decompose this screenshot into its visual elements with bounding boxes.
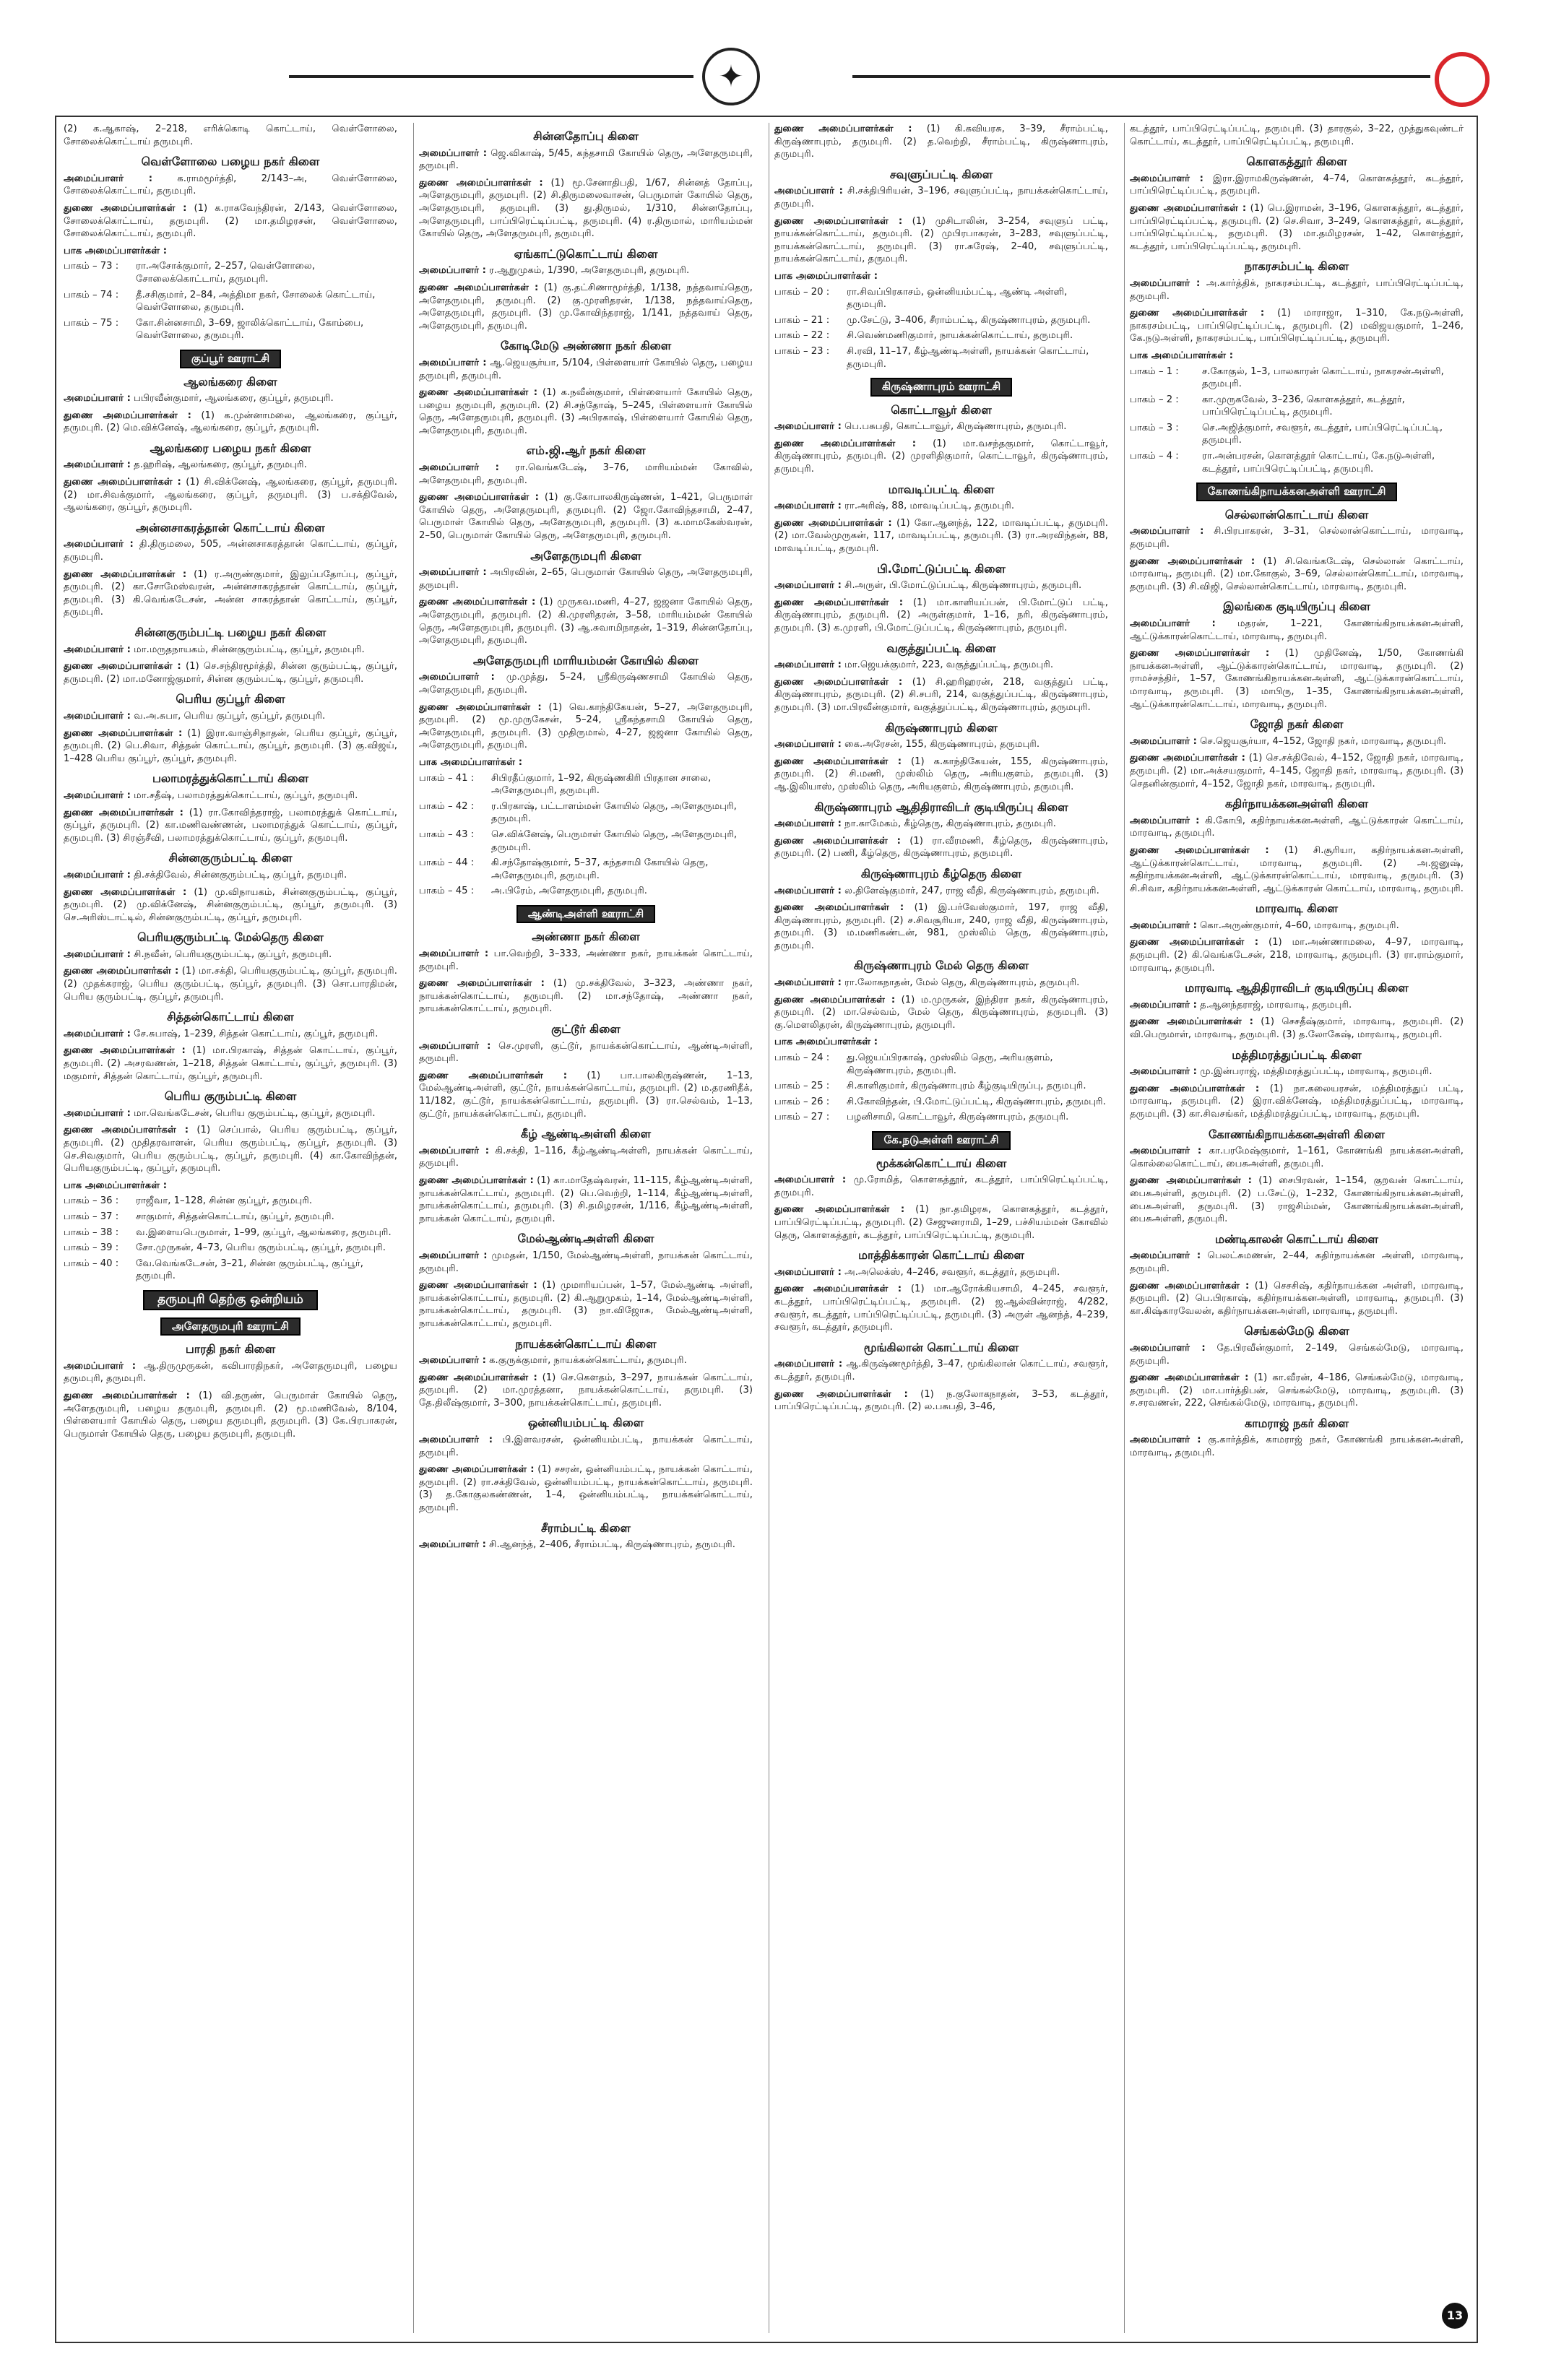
panchayat-band: ஆண்டிஅள்ளி ஊராட்சி [419,905,753,924]
organizer-entry: அமைப்பாளர் : அ.கார்த்திக், நாகரசம்பட்டி, கடத்தூர், பாப்பிரெட்டிப்பட்டி, தருமபுரி. [1130,277,1464,302]
panchayat-band: கிருஷ்ணாபுரம் ஊராட்சி [774,378,1108,397]
continued-text: (2) க.ஆகாஷ், 2–218, எரிக்கொடி கொட்டாய், வெள்ளோலை, சோலைக்கொட்டாய் தருமபுரி. [64,124,397,147]
organizer-entry: அமைப்பாளர் : செ.ஜெயசூர்யா, 4–152, ஜோதி நகர், மாரவாடி, தருமபுரி. [1130,735,1447,747]
deputy-organizers-entry: துணை அமைப்பாளர்கள் : (1) சி.சூரியா, கதிர்நாயக்கனஅள்ளி, ஆட்டுக்காரன்கொட்டாய், மாரவாடி, தருமபுரி. (2) அ.ஜனுஷ், கதிர்நாயக்கனஅள்ளி, ஆட்டுக்காரன்கொட்டாய், மாரவாடி, தருமபுரி. (3) சி.சிவா, கதிர்நாயக்கனஅள்ளி, ஆட்டுக்காரன் கொட்டாய், மாரவாடி, தருமபுரி. [1130,844,1464,894]
branch-title: கிருஷ்ணாபுரம் மேல் தெரு கிளை [853,959,1029,973]
deputy-organizers-entry: துணை அமைப்பாளர்கள் : (1) ரா.வீரமணி, கீழ்தெரு, கிருஷ்ணாபுரம், தருமபுரி. (2) பணி, கீழ்தெரு, கிருஷ்ணாபுரம், தருமபுரி. [774,835,1108,860]
deputy-organizers-entry: துணை அமைப்பாளர்கள் : (1) சி.ஹரிஹரன், 218, வகுத்துப் பட்டி, கிருஷ்ணாபுரம், தருமபுரி. (2) சி.சபரி, 214, வகுத்துப்பட்டி, கிருஷ்ணாபுரம், தருமபுரி. (3) மா.பிரவீன்குமார், வகுத்துப்பட்டி, கிருஷ்ணாபுரம், தருமபுரி. [774,676,1108,713]
deputy-organizers-entry: துணை அமைப்பாளர்கள் : (1) ரா.கோவிந்தராஜ், பலாமரத்துக் கொட்டாய், குப்பூர், தருமபுரி. (2) கா.மணிவண்ணன், பலாமரத்துக் கொட்டாய், குப்பூர், தருமபுரி. (3) சிரஞ்சீவி, பலாமரத்துக்கொட்டாய், குப்பூர், தருமபுரி. [64,807,397,844]
organizer-entry: அமைப்பாளர் : கு.கார்த்திக், காமராஜ் நகர், கோணங்கி நாயக்கனஅள்ளி, மாரவாடி, தருமபுரி. [1130,1435,1464,1459]
deputy-organizers-entry: துணை அமைப்பாளர்கள் : (1) கா.வீரன், 4–186, செங்கல்மேடு, மாரவாடி, தருமபுரி. (2) மா.பார்த்திபன், செங்கல்மேடு, மாரவாடி, தருமபுரி. (3) ச.சரவணன், 222, செங்கல்மேடு, மாரவாடி, தருமபுரி. [1130,1372,1464,1409]
organizer-entry: அமைப்பாளர் : பெ.பசுபதி, கொட்டாவூர், கிருஷ்ணாபுரம், தருமபுரி. [774,421,1067,433]
booth-organizers-heading: பாக அமைப்பாளர்கள் : [1130,350,1233,361]
deputy-organizers-entry: துணை அமைப்பாளர்கள் : (1) ர.அருண்குமார், இலுப்பதோப்பு, குப்பூர், தருமபுரி. (2) கா.சோமேஸ்வரன், அன்னசாகரத்தான் கொட்டாய், குப்பூர், தருமபுரி. (3) கி.வெங்கடேசன், அன்ன சாகரத்தான் கொட்டாய், குப்பூர், தருமபுரி. [64,568,397,618]
organizer-entry: அமைப்பாளர் : சி.ஆனந்த், 2–406, சீராம்பட்டி, கிருஷ்ணாபுரம், தருமபுரி. [419,1539,735,1551]
header-rule-left [289,75,693,78]
organizer-entry: அமைப்பாளர் : ஆ.திருமுருகன், கவிபாரதிநகர், அளேதருமபுரி, பழைய தருமபுரி, தருமபுரி. [64,1360,397,1385]
deputy-organizers-entry: துணை அமைப்பாளர்கள் : (1) முசிடாலின், 3–254, சவுளுப் பட்டி, நாயக்கன்கொட்டாய், தருமபுரி. (2) முபிரபாகரன், 3–283, சவுளுப்பட்டி, நாயக்கன்கொட்டாய், தருமபுரி. (3) ரா.சுரேஷ், 2–40, சவுளுப்பட்டி, நாயக்கன்கொட்டாய், தருமபுரி. [774,215,1108,265]
deputy-organizers-entry: துணை அமைப்பாளர்கள் : (1) ந.குலோகநாதன், 3–53, கடத்தூர், பாப்பிரெட்டிப்பட்டி, தருமபுரி. (2) ல.பசுபதி, 3–46, [774,1388,1108,1413]
panchayat-band: அளேதருமபுரி ஊராட்சி [64,1317,397,1336]
organizer-entry: அமைப்பாளர் : ஆ.கிருஷ்ணமூர்த்தி, 3–47, மூங்கிலான் கொட்டாய், சவளூர், கடத்தூர், தருமபுரி. [774,1359,1108,1382]
branch-title: பெரிய குரும்பட்டி கிளை [164,1089,297,1104]
deputy-organizers-entry: துணை அமைப்பாளர்கள் : (1) மாராஜா, 1–310, கே.நடுஅள்ளி, நாகரசம்பட்டி, பாப்பிரெட்டிப்பட்டி, தருமபுரி. (2) மவிஜயகுமார், 1–246, கே.நடுஅள்ளி, நாகரசம்பட்டி, பாப்பிரெட்டிப்பட்டி, தருமபுரி. [1130,308,1464,345]
deputy-organizers-entry: துணை அமைப்பாளர்கள் : (1) மு.சக்திவேல், 3–323, அண்ணா நகர், நாயக்கன்கொட்டாய், தருமபுரி. (2) மா.சந்தோஷ், அண்ணா நகர், நாயக்கன்கொட்டாய், தருமபுரி. [419,978,753,1015]
deputy-organizers-entry: துணை அமைப்பாளர்கள் : (1) நா.கலையரசன், மத்திமரத்துப் பட்டி, மாரவாடி, தருமபுரி. (2) இரா.விக்னேஷ், மத்திமரத்துப்பட்டி, மாரவாடி, தருமபுரி. (3) கா.சிவசங்கர், மத்திமரத்துப்பட்டி, மாரவாடி, தருமபுரி. [1130,1083,1464,1120]
column-4 [1130,123,1464,2333]
deputy-organizers-entry: துணை அமைப்பாளர்கள் : (1) க.நவீன்குமார், பிள்ளையார் கோயில் தெரு, பழைய தருமபுரி, தருமபுரி. (2) சி.சந்தோஷ், 5–245, பிள்ளையார் கோயில் தெரு, அளேதருமபுரி, தருமபுரி. (3) அபிரகாஷ், பிள்ளையார் கோயில் தெரு, அளேதருமபுரி, தருமபுரி. [419,387,753,436]
branch-title: காமராஜ் நகர் கிளை [1244,1416,1349,1430]
organizer-entry: அமைப்பாளர் : கை.அரேசன், 155, கிருஷ்ணாபுரம், தருமபுரி. [774,739,1040,750]
organizer-entry: அமைப்பாளர் : சி.சக்திபிரியன், 3–196, சவுளுப்பட்டி, நாயக்கன்கொட்டாய், தருமபுரி. [774,186,1108,209]
deputy-organizers-entry: துணை அமைப்பாளர்கள் : (1) க.முன்னாமலை, ஆலங்கரை, குப்பூர், தருமபுரி. (2) மெ.விக்னேஷ், ஆலங்கரை, குப்பூர், தருமபுரி. [64,410,397,434]
organizer-entry: அமைப்பாளர் : முமதன், 1/150, மேல்ஆண்டிஅள்ளி, நாயக்கன் கொட்டாய், தருமபுரி. [419,1250,753,1274]
deputy-organizers-entry: துணை அமைப்பாளர்கள் : (1) கு.தட்சிணாமூர்த்தி, 1/138, நத்தவாய்தெரு, அளேதருமபுரி, தருமபுரி. (2) கு.முரளிதரன், 1/138, நத்தவாய்தெரு, அளேதருமபுரி, தருமபுரி. (3) மு.கோவிந்தராஜ், 1/141, நத்தவாய் தெரு, அளேதருமபுரி, தருமபுரி. [419,282,753,332]
branch-title: மண்டிகாலன் கொட்டாய் கிளை [1215,1232,1378,1246]
branch-title: எம்.ஜி.ஆர் நகர் கிளை [526,443,646,458]
column-divider [413,123,414,2333]
branch-title: ஒன்னியம்பட்டி கிளை [527,1416,644,1430]
deputy-organizers-entry: துணை அமைப்பாளர்கள் : (1) க.ராகவேந்திரன், 2/143, வெள்ளோலை, சோலைக்கொட்டாய், தருமபுரி. (2) மா.தமிழரசன், வெள்ளோலை, சோலைக்கொட்டாய், தருமபுரி. [64,202,397,240]
branch-title: கோணங்கிநாயக்கனஅள்ளி கிளை [1209,1127,1385,1141]
deputy-organizers-entry: துணை அமைப்பாளர்கள் : (1) மு.விநாயகம், சின்னகுரும்பட்டி, குப்பூர், தருமபுரி. (2) மு.விக்னேஷ், சின்னகுரும்பட்டி, குப்பூர், தருமபுரி. (3) செ.அரிஸ்டாட்டில், சின்னகுரும்பட்டி, குப்பூர், தருமபுரி. [64,886,397,923]
branch-title: செங்கல்மேடு கிளை [1244,1324,1349,1338]
organizer-entry: அமைப்பாளர் : பபிரவீன்குமார், ஆலங்கரை, குப்பூர், தருமபுரி. [64,393,334,404]
organizer-entry: அமைப்பாளர் : மதரன், 1–221, கோணங்கிநாயக்கனஅள்ளி, ஆட்டுக்காரன்கொட்டாய், மாரவாடி, தருமபுரி. [1130,618,1464,642]
booth-row: பாகம் – 24 : து.ஜெயப்பிரகாஷ், முஸ்லிம் தெரு, அரியகுளம், கிருஷ்ணாபுரம், தருமபுரி. [774,1052,1053,1076]
booth-row: பாகம் – 43 : செ.விக்னேஷ், பெருமாள் கோயில் தெரு, அளேதருமபுரி, தருமபுரி. [419,828,738,853]
booth-row: பாகம் – 20 : ரா.சிவப்பிரகாசம், ஒன்னியம்பட்டி, ஆண்டி அள்ளி, தருமபுரி. [774,286,1068,311]
organizer-entry: அமைப்பாளர் : ஆ.ஜெயசூர்யா, 5/104, பிள்ளையார் கோயில் தெரு, பழைய தருமபுரி, தருமபுரி. [419,357,753,381]
booth-row: பாகம் – 74 : தீ.சசிகுமார், 2–84, அத்திமா நகர், சோலைக் கொட்டாய், வெள்ளோலை, தருமபுரி. [64,289,376,313]
organizer-entry: அமைப்பாளர் : பா.வெற்றி, 3–333, அண்ணா நகர், நாயக்கன் கொட்டாய், தருமபுரி. [419,948,753,972]
branch-title: செல்லான்கொட்டாய் கிளை [1224,507,1369,522]
branch-title: மூங்கிலான் கொட்டாய் கிளை [863,1340,1019,1354]
booth-row: பாகம் – 26 : சி.கோவிந்தன், பி.மோட்டுப்பட்டி, கிருஷ்ணாபுரம், தருமபுரி. [774,1096,1106,1107]
deputy-organizers-entry: துணை அமைப்பாளர்கள் : (1) செசசிஷ், கதிர்நாயக்கன அள்ளி, மாரவாடி, தருமபுரி. (2) பெ.பிரகாஷ், கதிர்நாயக்கனஅள்ளி, மாரவாடி, தருமபுரி. (3) கா.கிஷ்காரவேலன், கதிர்நாயக்கனஅள்ளி, மாரவாடி, தருமபுரி. [1130,1280,1464,1317]
branch-title: மூக்கன்கொட்டாய் கிளை [876,1156,1007,1170]
party-emblem-icon: ✦ [702,48,760,105]
deputy-organizers-entry: துணை அமைப்பாளர்கள் : (1) முமாரியப்பன், 1–57, மேல்ஆண்டி அள்ளி, நாயக்கன்கொட்டாய், தருமபுரி. (2) கி.ஆறுமுகம், 1–14, மேல்ஆண்டிஅள்ளி, நாயக்கன்கொட்டாய், தருமபுரி. (3) நா.விஜோசு, மேல்ஆண்டிஅள்ளி, நாயக்கன்கொட்டாய், தருமபுரி. [419,1280,753,1329]
organizer-entry: அமைப்பாளர் : தே.பிரவீன்குமார், 2–149, செங்கல்மேடு, மாரவாடி, தருமபுரி. [1130,1342,1464,1367]
branch-title: இலங்கை குடியிருப்பு கிளை [1223,600,1370,614]
panchayat-band: குப்பூர் ஊராட்சி [64,350,397,368]
organizer-entry: அமைப்பாளர் : க.ராமமூர்த்தி, 2/143–அ, வெள்ளோலை, சோலைக்கொட்டாய், தருமபுரி. [64,173,397,197]
organizer-entry: அமைப்பாளர் : கி.கோபி, கதிர்நாயக்கனஅள்ளி, ஆட்டுக்காரன் கொட்டாய், மாரவாடி, தருமபுரி. [1130,815,1464,839]
continued-text: கடத்தூர், பாப்பிரெட்டிப்பட்டி, தருமபுரி. (3) தாரகுல், 3–22, முத்துகவுண்டர் கொட்டாய், கடத்தூர், பாப்பிரெட்டிப்பட்டி, தருமபுரி. [1130,124,1464,147]
organizer-entry: அமைப்பாளர் : த.ஆனந்தராஜ், மாரவாடி, தருமபுரி. [1130,999,1352,1011]
branch-title: பெரியகுரும்பட்டி மேல்தெரு கிளை [137,930,324,945]
booth-row: பாகம் – 40 : வே.வெங்கடேசன், 3–21, சின்ன குரும்பட்டி, குப்பூர், தருமபுரி. [64,1258,363,1282]
deputy-organizers-entry: துணை அமைப்பாளர்கள் : (1) மா.பிரகாஷ், சித்தன் கொட்டாய், குப்பூர், தருமபுரி. (2) அசரவணன், 1–218, சித்தன் கொட்டாய், குப்பூர், தருமபுரி. (3) மகுமார், சித்தன் கொட்டாய், குப்பூர், தருமபுரி. [64,1045,397,1082]
deputy-organizers-entry: துணை அமைப்பாளர்கள் : (1) செ.சக்திவேல், 4–152, ஜோதி நகர், மாரவாடி, தருமபுரி. (2) மா.அக்சயகுமார், 4–145, ஜோதி நகர், மாரவாடி, தருமபுரி. (3) செதனின்குமார், 4–152, ஜோதி நகர், மாரவாடி, தருமபுரி. [1130,753,1464,789]
organizer-entry: அமைப்பாளர் : சி.அருள், பி.மோட்டுப்பட்டி, கிருஷ்ணாபுரம், தருமபுரி. [774,580,1082,592]
deputy-organizers-entry: துணை அமைப்பாளர்கள் : (1) வெ.காந்திகேயன், 5–27, அளேதருமபுரி, தருமபுரி. (2) மூ.முருகேசன், 5–24, ஸ்ரீகந்தசாமி கோயில் தெரு, அளேதருமபுரி, தருமபுரி. (3) முதிருமால், 4–27, ஜஜனா கோயில் தெரு, அளேதருமபுரி, தருமபுரி. [419,701,753,751]
branch-title: வகுத்துப்பட்டி கிளை [886,641,996,655]
booth-row: பாகம் – 42 : ர.பிரகாஷ், பட்டாளம்மன் கோயில் தெரு, அளேதருமபுரி, தருமபுரி. [419,800,737,825]
deputy-organizers-entry: துணை அமைப்பாளர்கள் : (1) நா.தமிழரசு, கொளகத்தூர், கடத்தூர், பாப்பிரெட்டிப்பட்டி, தருமபுரி. (2) சேஜுனராமி, 1–29, பச்சியம்மன் கோவில் தெரு, கொளகத்தூர், கடத்தூர், பாப்பிரெட்டிப்பட்டி, தருமபுரி. [774,1204,1108,1241]
branch-title: மத்திமரத்துப்பட்டி கிளை [1232,1047,1362,1062]
branch-title: கிருஷ்ணாபுரம் ஆதிதிராவிடர் குடியிருப்பு கிளை [814,800,1068,814]
branch-title: அன்னசாகரத்தான் கொட்டாய் கிளை [136,520,325,535]
booth-row: பாகம் – 36 : ராஜீவா, 1–128, சின்ன குப்பூர், தருமபுரி. [64,1195,313,1207]
branch-title: அளேதருமபுரி கிளை [530,548,641,563]
organizer-entry: அமைப்பாளர் : பி.இளவரசன், ஒன்னியம்பட்டி, நாயக்கன் கொட்டாய், தருமபுரி. [419,1435,753,1458]
organizer-entry: அமைப்பாளர் : வ.அ.சுபா, பெரிய குப்பூர், குப்பூர், தருமபுரி. [64,710,326,722]
booth-row: பாகம் – 3 : செ.அஜித்குமார், சவளூர், கடத்தூர், பாப்பிரெட்டிப்பட்டி, தருமபுரி. [1130,422,1443,446]
deputy-organizers-entry: துணை அமைப்பாளர்கள் : (1) சி.வெங்கடேஷ், செல்லான் கொட்டாய், மாரவாடி, தருமபுரி. (2) மா.கோகுல், 3–69, செல்லான்கொட்டாய், மாரவாடி, தருமபுரி. (3) சி.விஜி, செல்லான்கொட்டாய், மாரவாடி, தருமபுரி. [1130,555,1464,592]
organizer-entry: அமைப்பாளர் : தி.திருமலை, 505, அன்னசாகரத்தான் கொட்டாய், குப்பூர், தருமபுரி. [64,539,397,563]
branch-title: கோடிமேடு அண்ணா நகர் கிளை [500,339,672,353]
deputy-organizers-entry: துணை அமைப்பாளர்கள் : (1) கோ.ஆனந்த், 122, மாவடிப்பட்டி, தருமபுரி. (2) மா.வேல்முருகன், 117, மாவடிப்பட்டி, தருமபுரி. (3) ரா.அரவிந்தன், 88, மாவடிப்பட்டி, தருமபுரி. [774,517,1108,555]
deputy-organizers-entry: துணை அமைப்பாளர்கள் : (1) வி.தருண், பெருமாள் கோயில் தெரு, அளேதருமபுரி, பழைய தருமபுரி, தருமபுரி. (2) மூ.மணிவேல், 8/104, பிள்ளையார் கோயில் தெரு, பழைய தருமபுரி, தருமபுரி. (3) கே.பிரபாகரன், பெருமாள் கோயில் தெரு, பழைய தருமபுரி, தருமபுரி. [64,1390,397,1440]
deputy-organizers-entry: துணை அமைப்பாளர்கள் : (1) கு.கோபாலகிருஷ்ணன், 1–421, பெருமாள் கோயில் தெரு, அளேதருமபுரி, தருமபுரி. (2) ஜோ.கோவிந்தசாமி, 2–47, பெருமாள் கோயில் தெரு, அளேதருமபுரி, தருமபுரி. (3) க.மாமகேஸ்வரன், 2–50, பெருமாள் கோயில் தெரு, அளேதருமபுரி, தருமபுரி. [419,492,753,542]
booth-row: பாகம் – 41 : சிபிரதீப்குமார், 1–92, கிருஷ்ணகிரி பிரதான சாலை, அளேதருமபுரி, தருமபுரி. [419,772,712,797]
deputy-organizers-entry: துணை அமைப்பாளர்கள் : (1) மா.அண்ணாமலை, 4–97, மாரவாடி, தருமபுரி. (2) கி.வெங்கடேசன், 218, மாரவாடி, தருமபுரி. (3) ரா.ராம்குமார், மாரவாடி, தருமபுரி. [1130,937,1464,974]
booth-organizers-heading: பாக அமைப்பாளர்கள் : [419,756,522,768]
organizer-entry: அமைப்பாளர் : தி.சக்திவேல், சின்னகுரும்பட்டி, குப்பூர், தருமபுரி. [64,869,347,880]
booth-row: பாகம் – 37 : சாகுமார், சித்தன்கொட்டாய், குப்பூர், தருமபுரி. [64,1211,334,1222]
organizer-entry: அமைப்பாளர் : மா.சதீஷ், பலாமரத்துக்கொட்டாய், குப்பூர், தருமபுரி. [64,789,358,801]
deputy-organizers-entry: துணை அமைப்பாளர்கள் : (1) கா.மாதேஷ்வரன், 11–115, கீழ்ஆண்டிஅள்ளி, நாயக்கன்கொட்டாய், தருமபுரி. (2) பெ.வெற்றி, 1–114, கீழ்ஆண்டிஅள்ளி, நாயக்கன்கொட்டாய், தருமபுரி. (3) சி.தமிழரசன், 1/116, கீழ்ஆண்டிஅள்ளி, நாயக்கன் கொட்டாய், தருமபுரி. [419,1174,753,1224]
deputy-organizers-entry: துணை அமைப்பாளர்கள் : (1) செ.சந்திரமூர்த்தி, சின்ன குரும்பட்டி, குப்பூர், தருமபுரி. (2) மா.மனோஜ்குமார், சின்ன குரும்பட்டி, குப்பூர், தருமபுரி. [64,661,397,685]
deputy-organizers-entry: துணை அமைப்பாளர்கள் : (1) மா.சக்தி, பெரியகுரும்பட்டி, குப்பூர், தருமபுரி. (2) முதக்கராஜ், பெரிய குரும்பட்டி, குப்பூர், தருமபுரி. (3) சொ.பாரதிமன், பெரிய குரும்பட்டி, குப்பூர், தருமபுரி. [64,966,397,1003]
organizer-entry: அமைப்பாளர் : கொ.அருண்குமார், 4–60, மாரவாடி, தருமபுரி. [1130,919,1399,931]
deputy-organizers-entry: துணை அமைப்பாளர்கள் : (1) மூ.சேனாதிபதி, 1/67, சின்னத் தோப்பு, அளேதருமபுரி, தருமபுரி. (2) சி.திருமலைவாசன், பெருமாள் கோயில் தெரு, அளேதருமபுரி, தருமபுரி. (3) து.திருமல், 1/310, சின்னதோப்பு, அளேதருமபுரி, பாப்பிரெட்டிப்பட்டி, தருமபுரி. (4) ர.திருமால், மாரியம்மன் கோயில் தெரு, அளேதருமபுரி, தருமபுரி. [419,177,753,240]
organizer-entry: அமைப்பாளர் : நா.காமேகம், கீழ்தெரு, கிருஷ்ணாபுரம், தருமபுரி. [774,818,1056,830]
booth-row: பாகம் – 4 : ரா.அன்பரசன், கொளத்தூர் கொட்டாய், கே.நடுஅள்ளி, கடத்தூர், பாப்பிரெட்டிப்பட்டி, தருமபுரி. [1130,451,1435,475]
organizer-entry: அமைப்பாளர் : இரா.இராமகிருஷ்ணன், 4–74, கொளகத்தூர், கடத்தூர், பாப்பிரெட்டிப்பட்டி, தருமபுரி. [1130,173,1464,197]
branch-title: சித்தன்கொட்டாய் கிளை [167,1010,294,1024]
organizer-entry: அமைப்பாளர் : ரா.லோகநாதன், மேல் தெரு, கிருஷ்ணாபுரம், தருமபுரி. [774,977,1080,989]
booth-row: பாகம் – 75 : கோ.சின்னசாமி, 3–69, ஜாலிக்கொட்டாய், கோம்பை, வெள்ளோலை, தருமபுரி. [64,317,364,342]
booth-row: பாகம் – 2 : கா.முருகவேல், 3–236, கொளகத்தூர், கடத்தூர், பாப்பிரெட்டிப்பட்டி, தருமபுரி. [1130,394,1405,418]
red-ring-icon [1435,52,1490,107]
branch-title: பலாமரத்துக்கொட்டாய் கிளை [152,771,309,786]
organizer-entry: அமைப்பாளர் : அ.அலெக்ஸ், 4–246, சவளூர், கடத்தூர், தருமபுரி. [774,1266,1060,1278]
branch-title: மாரவாடி கிளை [1255,901,1339,916]
branch-title: சின்னகுரும்பட்டி கிளை [168,851,293,865]
booth-row: பாகம் – 21 : மு.சேட்டு, 3–406, சீராம்பட்டி, கிருஷ்ணாபுரம், தருமபுரி. [774,314,1091,326]
booth-row: பாகம் – 44 : கி.சந்தோஷ்குமார், 5–37, கந்தசாமி கோயில் தெரு, அளேதருமபுரி, தருமபுரி. [419,857,709,881]
deputy-organizers-entry: துணை அமைப்பாளர்கள் : (1) சைபிரவன், 1–154, குறவன் கொட்டாய், பைசுஅள்ளி, தருமபுரி. (2) ப.சேட்டு, 1–232, கோணங்கிநாயக்கனஅள்ளி, பைசுஅள்ளி, தருமபுரி. (3) ராஜசிம்மன், கோணங்கிநாயக்கனஅள்ளி, பைசுஅள்ளி, தருமபுரி. [1130,1175,1464,1225]
organizer-entry: அமைப்பாளர் : மா.ஜெயக்குமார், 223, வகுத்துப்பட்டி, தருமபுரி. [774,659,1054,671]
deputy-organizers-entry: துணை அமைப்பாளர்கள் : (1) க.காந்திகேயன், 155, கிருஷ்ணாபுரம், தருமபுரி. (2) சி.மணி, முஸ்லிம் தெரு, அரியகுளம், தருமபுரி. (3) ஆ.இலியாஸ், முஸ்லிம் தெரு, அரியகுளம், கிருஷ்ணாபுரம், தருமபுரி. [774,756,1108,792]
column-2 [419,123,753,2333]
branch-title: ஏங்காட்டுகொட்டாய் கிளை [514,246,658,261]
branch-title: மாரவாடி ஆதிதிராவிடர் குடியிருப்பு கிளை [1185,981,1409,995]
organizer-entry: அமைப்பாளர் : ஜெ.விகாஷ், 5/45, கந்தசாமி கோயில் தெரு, அளேதருமபுரி, தருமபுரி. [419,147,753,172]
organizer-entry: அமைப்பாளர் : ல.திளேஷ்குமார், 247, ராஜ வீதி, கிருஷ்ணாபுரம், தருமபுரி. [774,885,1099,896]
deputy-organizers-entry: துணை அமைப்பாளர்கள் : (1) பா.பாலகிருஷ்ணன், 1–13, மேல்ஆண்டிஅள்ளி, குட்டூர், நாயக்கன்கொட்டாய், தருமபுரி. (2) ம.தரணிதீக், 11/182, குட்டூர், நாயக்கன்கொட்டாய், தருமபுரி. (3) ரா.செல்வம், 1–13, குட்டூர், நாயக்கன்கொட்டாய், தருமபுரி. [419,1070,753,1120]
organizer-entry: அமைப்பாளர் : கி.சக்தி, 1–116, கீழ்ஆண்டிஅள்ளி, நாயக்கன் கொட்டாய், தருமபுரி. [419,1145,753,1169]
branch-title: சின்னகுரும்பட்டி பழைய நகர் கிளை [134,626,327,639]
branch-title: அளேதருமபுரி மாரியம்மன் கோயில் கிளை [473,653,699,667]
organizer-entry: அமைப்பாளர் : ரா.அரிஷ், 88, மாவடிப்பட்டி, தருமபுரி. [774,501,1015,512]
deputy-organizers-entry: துணை அமைப்பாளர்கள் : (1) சி.விக்னேஷ், ஆலங்கரை, குப்பூர், தருமபுரி. (2) மா.சிவக்குமார், ஆலங்கரை, குப்பூர், தருமபுரி. (3) ப.சக்திவேல், ஆலங்கரை, குப்பூர், தருமபுரி. [64,477,397,514]
branch-title: கிருஷ்ணாபுரம் கிளை [885,720,998,735]
deputy-organizers-entry: துணை அமைப்பாளர்கள் : (1) இ.பர்வேஸ்குமார், 197, ராஜ வீதி, கிருஷ்ணாபுரம், தருமபுரி. (2) ச.சிவசூரியா, 240, ராஜ வீதி, கிருஷ்ணாபுரம், தருமபுரி. (3) ம.மணிகண்டன், 981, முஸ்லிம் தெரு, கிருஷ்ணாபுரம், தருமபுரி. [774,902,1108,951]
booth-row: பாகம் – 73 : ரா.அசோக்குமார், 2–257, வெள்ளோலை, சோலைக்கொட்டாய், தருமபுரி. [64,261,316,285]
organizer-entry: அமைப்பாளர் : மா.வெங்கடேசன், பெரிய குரும்பட்டி, குப்பூர், தருமபுரி. [64,1107,376,1119]
branch-title: அண்ணா நகர் கிளை [532,930,640,944]
deputy-organizers-entry: துணை அமைப்பாளர்கள் : (1) முருகவ.மணி, 4–27, ஜஜனா கோயில் தெரு, அளேதருமபுரி, தருமபுரி. (2) கி.முரளிதரன், 3–58, மாரியம்மன் கோயில் தெரு, அளேதருமபுரி, தருமபுரி. (3) ஆ.சுவாமிநாதன், 1–319, சின்னதோப்பு, அளேதருமபுரி, தருமபுரி. [419,597,753,646]
column-3 [774,123,1108,2333]
branch-title: மாத்திக்காரன் கொட்டாய் கிளை [858,1248,1024,1263]
branch-title: வெள்ளோலை பழைய நகர் கிளை [141,155,320,169]
page-number: 13 [1442,2303,1468,2329]
booth-row: பாகம் – 22 : சி.வெண்மணிகுமார், நாயக்கன்கொட்டாய், தருமபுரி. [774,330,1073,342]
deputy-organizers-entry: துணை அமைப்பாளர்கள் : (1) பெ.இராமன், 3–196, கொளகத்தூர், கடத்தூர், பாப்பிரெட்டிப்பட்டி, தருமபுரி. (2) செ.சிவா, 3–249, கொளகத்தூர், கடத்தூர், பாப்பிரெட்டிப்பட்டி, தருமபுரி. (3) மா.தமிழரசன், 1–42, கொளத்தூர், கடத்தூர், பாப்பிரெட்டிப்பட்டி, தருமபுரி. [1130,202,1464,252]
branch-title: குட்டூர் கிளை [551,1022,621,1037]
branch-title: சின்னதோப்பு கிளை [533,129,639,143]
header-rule-right [852,75,1430,78]
branch-title: நாகரசம்பட்டி கிளை [1244,259,1349,274]
deputy-organizers-entry: துணை அமைப்பாளர்கள் : (1) மா.ஆரோக்கியசாமி, 4–245, சவளூர், கடத்தூர், பாப்பிரெட்டிப்பட்டி, தருமபுரி. (2) ஜ.ஆல்வின்ராஜ், 4/282, சவளூர், கடத்தூர், பாப்பிரெட்டிப்பட்டி, தருமபுரி. (3) அருள் ஆனந்த், 4–239, சவளூர், கடத்தூர், தருமபுரி. [774,1284,1108,1333]
booth-organizers-heading: பாக அமைப்பாளர்கள் : [774,270,878,282]
organizer-entry: அமைப்பாளர் : த.ஹரிஷ், ஆலங்கரை, குப்பூர், தருமபுரி. [64,459,307,471]
booth-organizers-heading: பாக அமைப்பாளர்கள் : [64,245,167,256]
branch-title: கதிர்நாயக்கனஅள்ளி கிளை [1224,797,1369,811]
organizer-entry: அமைப்பாளர் : சி.பிரபாகரன், 3–31, செல்லான்கொட்டாய், மாரவாடி, தருமபுரி. [1130,526,1464,550]
branch-title: சவுளுப்பட்டி கிளை [889,167,993,181]
organizer-entry: அமைப்பாளர் : சி.நவீன், பெரியகுரும்பட்டி, குப்பூர், தருமபுரி. [64,948,332,960]
organizer-entry: அமைப்பாளர் : செ.முரளி, குட்டூர், நாயக்கன்கொட்டாய், ஆண்டிஅள்ளி, தருமபுரி. [419,1040,753,1065]
booth-row: பாகம் – 27 : பழனிசாமி, கொட்டாவூர், கிருஷ்ணாபுரம், தருமபுரி. [774,1112,1069,1123]
deputy-organizers-entry: துணை அமைப்பாளர்கள் : (1) சசரன், ஒன்னியம்பட்டி, நாயக்கன் கொட்டாய், தருமபுரி. (2) ரா.சக்திவேல், ஒன்னியம்பட்டி, நாயக்கன்கொட்டாய், தருமபுரி. (3) த.கோகுலகண்ணன், 1–4, ஒன்னியம்பட்டி, நாயக்கன்கொட்டாய், தருமபுரி. [419,1464,753,1514]
union-band: தருமபுரி தெற்கு ஒன்றியம் [64,1290,397,1310]
branch-title: கொளகத்தூர் கிளை [1246,155,1347,169]
booth-row: பாகம் – 45 : அ.பிரேம், அளேதருமபுரி, தருமபுரி. [419,886,647,897]
deputy-organizers-entry: துணை அமைப்பாளர்கள் : (1) செப்பால், பெரிய குரும்பட்டி, குப்பூர், தருமபுரி. (2) முதிதரவாளன், பெரிய குரும்பட்டி, குப்பூர், தருமபுரி. (3) செ.சிவகுமார், பெரிய குரும்பட்டி, குப்பூர், தருமபுரி. (4) கா.கோவிந்தன், பெரியகுரும்பட்டி, குப்பூர், தருமபுரி. [64,1125,397,1174]
booth-row: பாகம் – 38 : வ.இளையபெருமாள், 1–99, குப்பூர், ஆலங்கரை, தருமபுரி. [64,1226,392,1238]
branch-title: கொட்டாவூர் கிளை [891,402,992,417]
column-divider [1124,123,1125,2333]
deputy-organizers-entry: துணை அமைப்பாளர்கள் : (1) செ.கௌதம், 3–297, நாயக்கன் கொட்டாய், தருமபுரி. (2) மா.முரத்தனா, நாயக்கன்கொட்டாய், தருமபுரி. (3) தே.திலீஷ்குமார், 3–300, நாயக்கன்கொட்டாய், தருமபுரி. [419,1372,753,1408]
booth-organizers-heading: பாக அமைப்பாளர்கள் : [64,1180,167,1191]
branch-title: நாயக்கன்கொட்டாய் கிளை [515,1336,657,1351]
branch-title: ஆலங்கரை பழைய நகர் கிளை [150,441,311,455]
branch-title: ஜோதி நகர் கிளை [1250,717,1344,732]
organizer-entry: அமைப்பாளர் : அபிரவின், 2–65, பெருமாள் கோயில் தெரு, அளேதருமபுரி, தருமபுரி. [419,567,753,591]
deputy-organizers-entry: துணை அமைப்பாளர்கள் : (1) மா.வசந்தகுமார், கொட்டாவூர், கிருஷ்ணாபுரம், தருமபுரி. (2) முரளிதிகுமார், கொட்டாவூர், கிருஷ்ணாபுரம், தருமபுரி. [774,438,1108,475]
booth-organizers-heading: பாக அமைப்பாளர்கள் : [774,1037,878,1048]
organizer-entry: அமைப்பாளர் : மு.முத்து, 5–24, ஸ்ரீகிருஷ்ணசாமி கோயில் தெரு, அளேதருமபுரி, தருமபுரி. [419,672,753,696]
booth-row: பாகம் – 25 : சி.காளிகுமார், கிருஷ்ணாபுரம் கீழ்குடியிருப்பு, தருமபுரி. [774,1081,1086,1092]
organizer-entry: அமைப்பாளர் : க.குருக்குமார், நாயக்கன்கொட்டாய், தருமபுரி. [419,1355,687,1367]
organizer-entry: அமைப்பாளர் : ரா.வெங்கடேஷ், 3–76, மாரியம்மன் கோவில், அளேதருமபுரி, தருமபுரி. [419,462,753,486]
deputy-organizers-entry: துணை அமைப்பாளர்கள் : (1) இரா.வாஞ்சிநாதன், பெரிய குப்பூர், குப்பூர், தருமபுரி. (2) பெ.சிவா, சித்தன் கொட்டாய், குப்பூர், தருமபுரி. (3) கு.விஜய், 1–428 பெரிய குப்பூர், குப்பூர், தருமபுரி. [64,727,397,764]
booth-row: பாகம் – 1 : ச.கோகுல், 1–3, பாலகாரன் கொட்டாய், நாகரசன்அள்ளி, தருமபுரி. [1130,365,1444,390]
organizer-entry: அமைப்பாளர் : மு.இன்பராஜ், மத்திமரத்துப்பட்டி, மாரவாடி, தருமபுரி. [1130,1066,1432,1078]
branch-title: ஆலங்கரை கிளை [183,374,277,389]
panchayat-band: கோணங்கிநாயக்கனஅள்ளி ஊராட்சி [1130,483,1464,501]
branch-title: சீராம்பட்டி கிளை [541,1520,631,1535]
branch-title: கிருஷ்ணாபுரம் கீழ்தெரு கிளை [860,866,1022,880]
branch-title: பெரிய குப்பூர் கிளை [176,692,285,706]
booth-row: பாகம் – 39 : சோ.முருகன், 4–73, பெரிய குரும்பட்டி, குப்பூர், தருமபுரி. [64,1242,386,1254]
branch-title: பாரதி நகர் கிளை [185,1342,276,1356]
deputy-organizers-entry: துணை அமைப்பாளர்கள் : (1) செசதீஷ்குமார், மாரவாடி, தருமபுரி. (2) வி.பெருமாள், மாரவாடி, தருமபுரி. (3) த.லோகேஷ், மாரவாடி, தருமபுரி. [1130,1016,1464,1041]
column-1 [64,123,397,2333]
organizer-entry: அமைப்பாளர் : பெலட்சுமணன், 2–44, கதிர்நாயக்கன அள்ளி, மாரவாடி, தருமபுரி. [1130,1250,1464,1274]
panchayat-band: கே.நடுஅள்ளி ஊராட்சி [774,1131,1108,1150]
organizer-entry: அமைப்பாளர் : கா.பரமேஷ்குமார், 1–161, கோணங்கி நாயக்கனஅள்ளி, கொல்லைகொட்டாய், பைசுஅள்ளி, தருமபுரி. [1130,1146,1464,1169]
deputy-organizers-entry: துணை அமைப்பாளர்கள் : (1) கி.கவியரசு, 3–39, சீராம்பட்டி, கிருஷ்ணாபுரம், தருமபுரி. (2) த.வெற்றி, சீராம்பட்டி, கிருஷ்ணாபுரம், தருமபுரி. [774,124,1108,160]
deputy-organizers-entry: துணை அமைப்பாளர்கள் : (1) முதினேஷ், 1/50, கோணங்கி நாயக்கனஅள்ளி, ஆட்டுக்காரன்கொட்டாய், மாரவாடி, தருமபுரி. (2) ராமச்சந்திர், 1–57, கோணங்கிநாயக்கனஅள்ளி, ஆட்டுக்காரன்கொட்டாய், மாரவாடி, தருமபுரி. (3) மாபிரு, 1–35, கோணங்கிநாயக்கனஅள்ளி, ஆட்டுக்காரன்கொட்டாய், மாரவாடி, தருமபுரி. [1130,648,1464,710]
organizer-entry: அமைப்பாளர் : சே.சுபாஷ், 1–239, சித்தன் கொட்டாய், குப்பூர், தருமபுரி. [64,1028,379,1039]
organizer-entry: அமைப்பாளர் : மா.மருதநாயகம், சின்னகுரும்பட்டி, குப்பூர், தருமபுரி. [64,644,365,655]
organizer-entry: அமைப்பாளர் : ர.ஆறுமுகம், 1/390, அளேதருமபுரி, தருமபுரி. [419,265,690,277]
deputy-organizers-entry: துணை அமைப்பாளர்கள் : (1) ம.முருகன், இந்திரா நகர், கிருஷ்ணாபுரம், தருமபுரி. (2) மா.செல்வம், மேல் தெரு, கிருஷ்ணாபுரம், தருமபுரி. (3) கு.மௌலிதரன், கிருஷ்ணாபுரம், தருமபுரி. [774,994,1108,1031]
booth-row: பாகம் – 23 : சி.ரவி, 11–17, கீழ்ஆண்டிஅள்ளி, நாயக்கன் கொட்டாய், தருமபுரி. [774,345,1089,370]
branch-title: மாவடிப்பட்டி கிளை [888,482,995,496]
branch-title: மேல்ஆண்டிஅள்ளி கிளை [517,1232,654,1246]
page-header [0,0,1543,116]
branch-title: கீழ் ஆண்டிஅள்ளி கிளை [520,1127,652,1141]
branch-title: பி.மோட்டுப்பட்டி கிளை [877,561,1006,576]
deputy-organizers-entry: துணை அமைப்பாளர்கள் : (1) மா.காளியப்பன், பி.மோட்டுப் பட்டி, கிருஷ்ணாபுரம், தருமபுரி. (2) அருள்குமார், 1–16, நரி, கிருஷ்ணாபுரம், தருமபுரி. (3) க.முரளி, பி.மோட்டுப்பட்டி, கிருஷ்ணாபுரம், தருமபுரி. [774,597,1108,633]
organizer-entry: அமைப்பாளர் : மு.ரோமித், கொளகத்தூர், கடத்தூர், பாப்பிரெட்டிப்பட்டி, தருமபுரி. [774,1174,1108,1198]
